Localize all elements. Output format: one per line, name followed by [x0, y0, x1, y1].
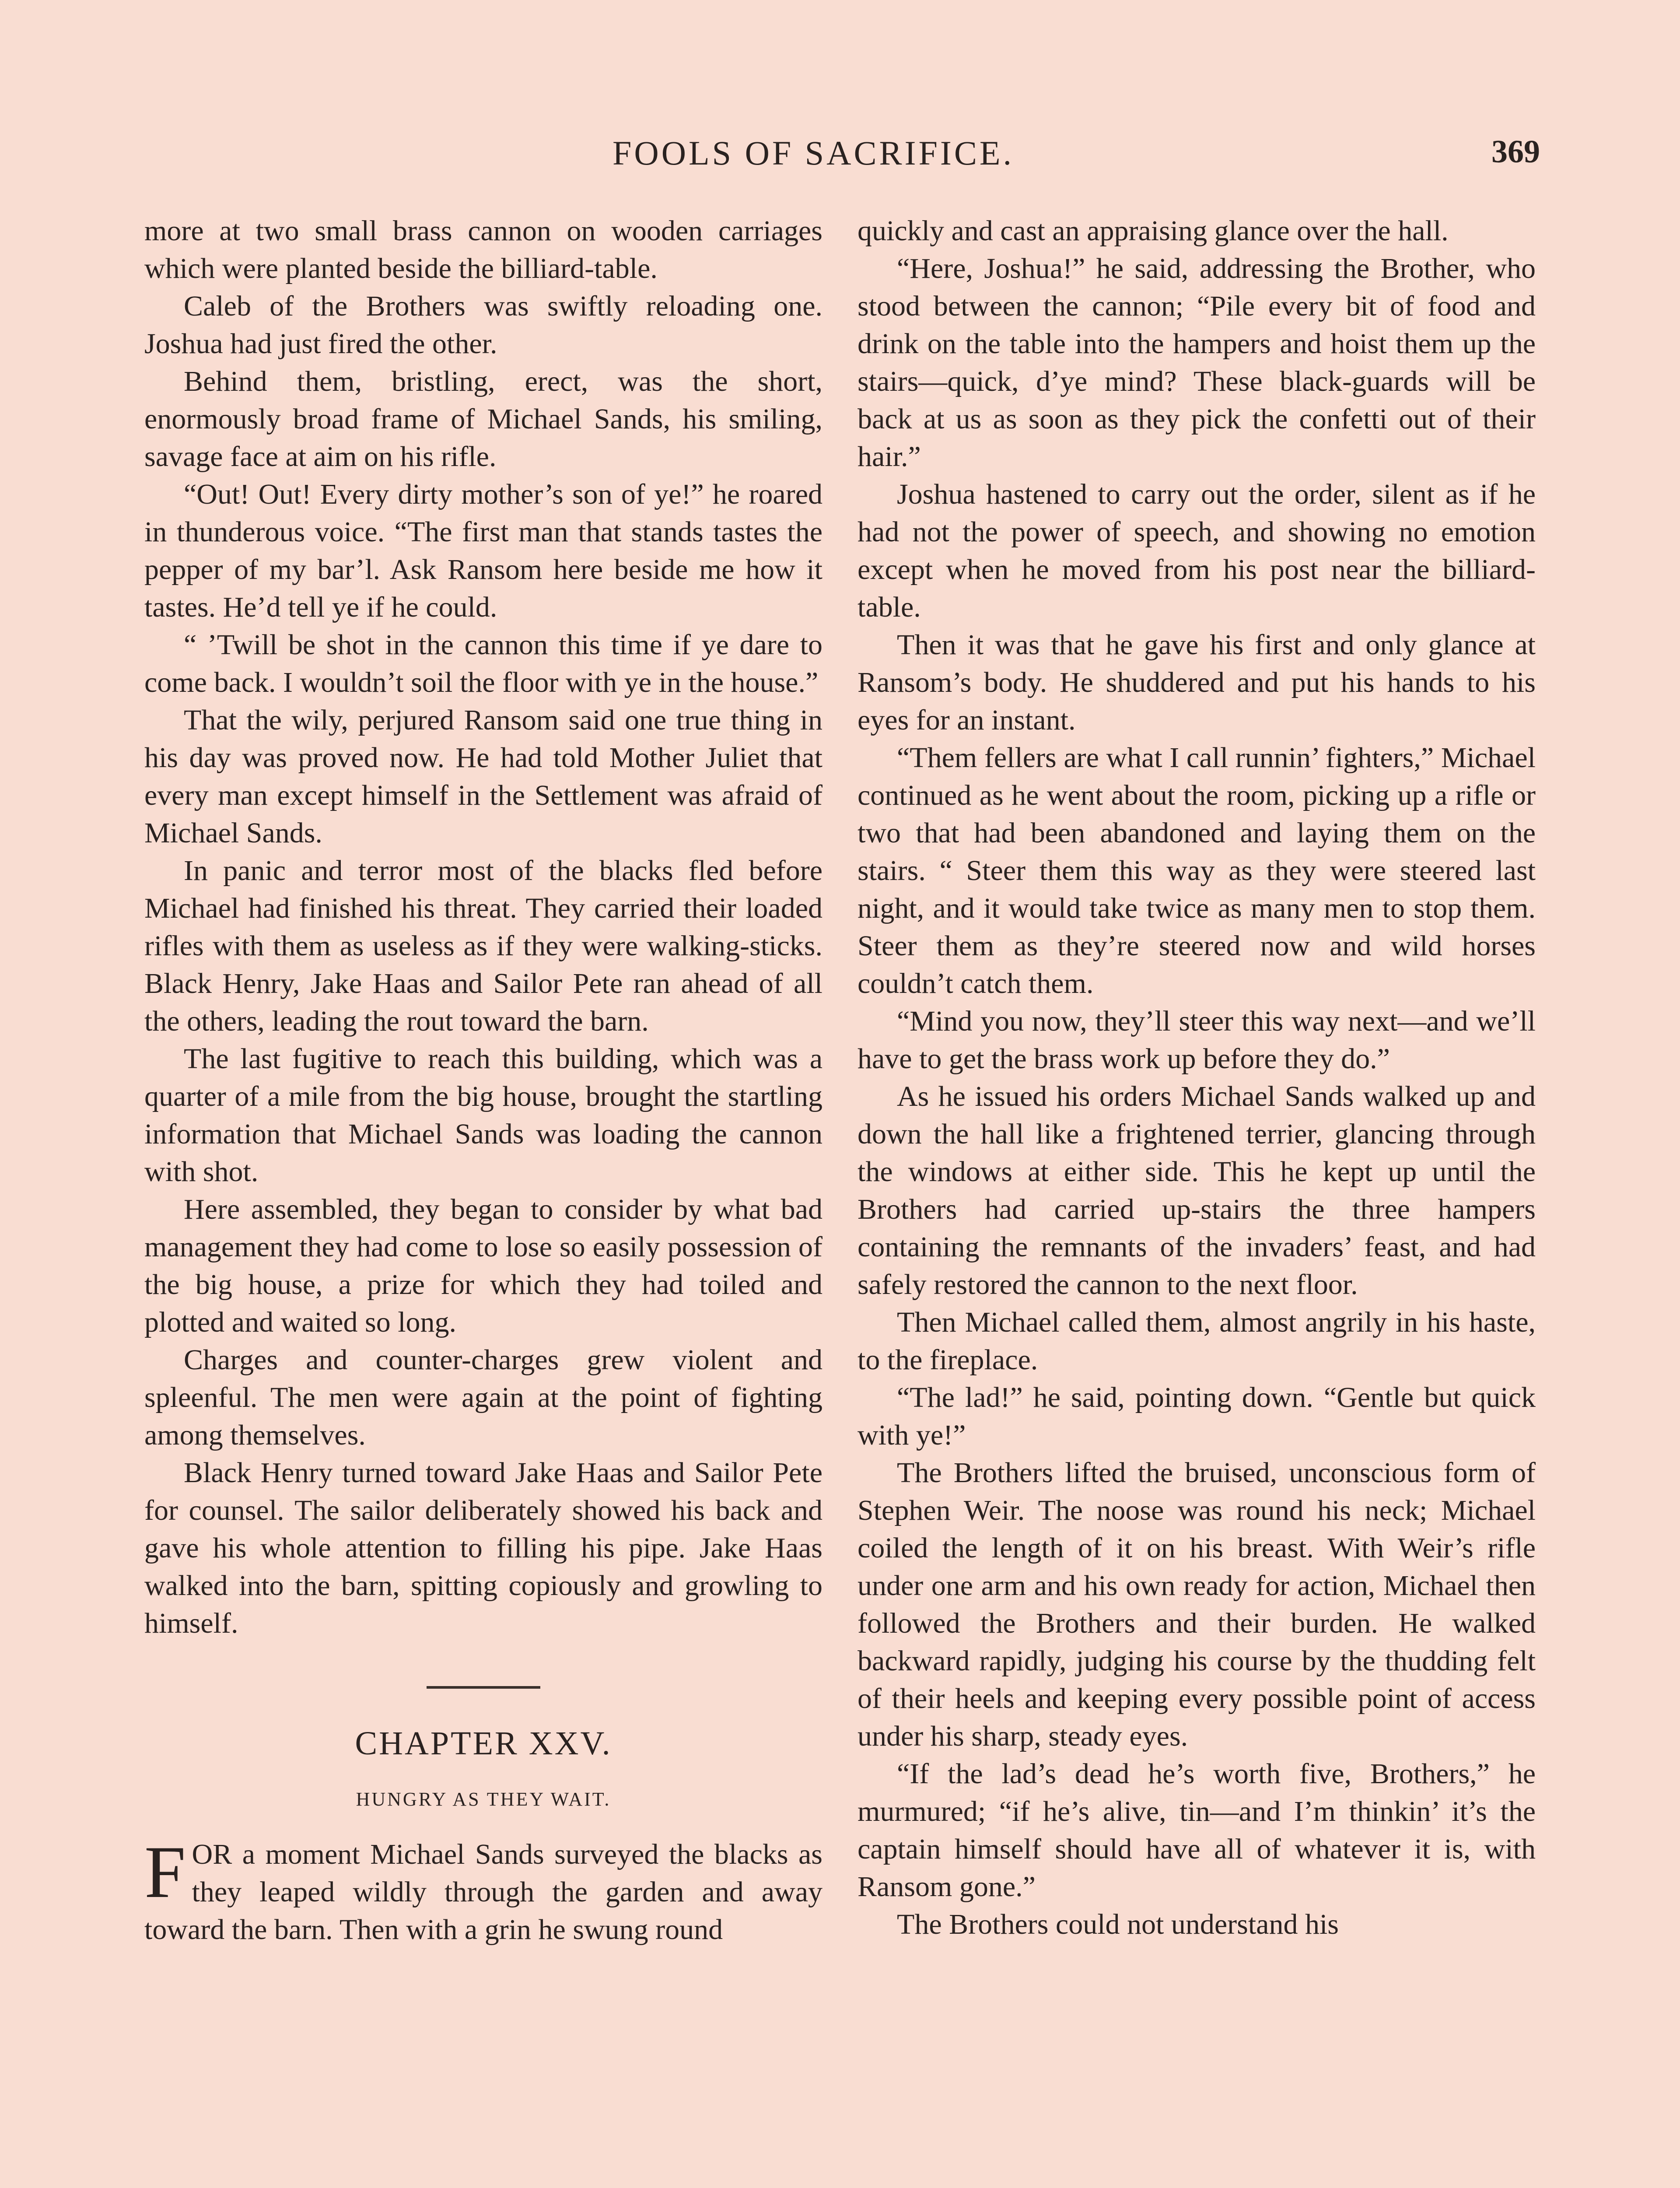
paragraph: That the wily, perjured Ransom said one true thing in his day was proved now. He had told Mother Juliet that every man except himself in the Settlement was afraid of Michael Sands. — [144, 704, 822, 849]
paragraph: Joshua hastened to carry out the order, silent as if he had not the power of speech, and showing no emotion except when he moved from his post near the billiard-table. — [858, 478, 1536, 623]
paragraph: The Brothers could not understand his — [897, 1908, 1339, 1940]
paragraph: The Brothers lifted the bruised, unconscious form of Stephen Weir. The noose was round his neck; Michael coiled the length of it on his breast. With Weir’s rifle under one arm and his own ready for action, Michael then followed the Brothers and their burden. He walked backward rapidly, judging his course by the thudding felt of their heels and keeping every possible point of access under his sharp, steady eyes. — [858, 1457, 1536, 1752]
paragraph: “Mind you now, they’ll steer this way next—and we’ll have to get the brass work up before they do.” — [858, 1005, 1536, 1075]
page-number: 369 — [1491, 134, 1540, 170]
opening-text: OR a moment Michael Sands surveyed the blacks as they leaped wildly through the garden and away toward the barn. Then with a grin he swung round — [144, 1838, 822, 1946]
paragraph: Behind them, bristling, erect, was the short, enormously broad frame of Michael Sands, his smiling, savage face at aim on his rifle. — [144, 365, 822, 473]
paragraph: Black Henry turned toward Jake Haas and Sailor Pete for counsel. The sailor deliberately showed his back and gave his whole attention to filling his pipe. Jake Haas walked into the barn, spitting copiously and growling to himself. — [144, 1457, 822, 1639]
paragraph: The last fugitive to reach this building, which was a quarter of a mile from the big house, brought the startling information that Michael Sands was loading the cannon with shot. — [144, 1043, 822, 1188]
paragraph: “If the lad’s dead he’s worth five, Brothers,” he murmured; “if he’s alive, tin—and I’m thinkin’ it’s the captain himself should have all of whatever it is, with Ransom gone.” — [858, 1758, 1536, 1903]
chapter-opening-paragraph — [144, 1831, 822, 1949]
right-column — [858, 212, 1536, 1943]
paragraph: “The lad!” he said, pointing down. “Gentle but quick with ye!” — [858, 1382, 1536, 1451]
paragraph: “Out! Out! Every dirty mother’s son of ye!” he roared in thunderous voice. “The first man that stands tastes the pepper of my bar’l. Ask Ransom here beside me how it tastes. He’d tell ye if he could. — [144, 478, 822, 623]
drop-cap: F — [144, 1831, 186, 1913]
paragraph: “ ’Twill be shot in the cannon this time if ye dare to come back. I wouldn’t soil the floor with ye in the house.” — [144, 629, 822, 698]
paragraph: Caleb of the Brothers was swiftly reloading one. Joshua had just fired the other. — [144, 290, 822, 360]
paragraph: more at two small brass cannon on wooden carriages which were planted beside the billiard-table. — [144, 215, 822, 284]
section-rule — [427, 1686, 540, 1689]
paragraph: In panic and terror most of the blacks fled before Michael had finished his threat. They carried their loaded rifles with them as useless as if they were walking-sticks. Black Henry, Jake Haas and Sailor Pete ran ahead of all the others, leading the rout toward the barn. — [144, 855, 822, 1037]
paragraph: Then it was that he gave his first and only glance at Ransom’s body. He shuddered and put his hands to his eyes for an instant. — [858, 629, 1536, 736]
chapter-subtitle: HUNGRY AS THEY WAIT. — [356, 1788, 611, 1810]
left-column — [144, 212, 822, 1949]
chapter-title: CHAPTER XXV. — [355, 1725, 612, 1762]
paragraph: As he issued his orders Michael Sands walked up and down the hall like a frightened terrier, glancing through the windows at either side. This he kept up until the Brothers had carried up-stairs the three hampers containing the remnants of the invaders’ feast, and had safely restored the cannon to the next floor. — [858, 1080, 1536, 1301]
paragraph: Then Michael called them, almost angrily in his haste, to the fireplace. — [858, 1306, 1536, 1376]
paragraph: quickly and cast an appraising glance over the hall. — [858, 215, 1449, 247]
paragraph: “Here, Joshua!” he said, addressing the Brother, who stood between the cannon; “Pile every bit of food and drink on the table into the hampers and hoist them up the stairs—quick, d’ye mind? These black-guards will be back at us as soon as they pick the confetti out of their hair.” — [858, 252, 1536, 473]
paragraph: “Them fellers are what I call runnin’ fighters,” Michael continued as he went about the room, picking up a rifle or two that had been abandoned and laying them on the stairs. “ Steer them this way as they were steered last night, and it would take twice as many men to stop them. Steer them as they’re steered now and wild horses couldn’t catch them. — [858, 742, 1536, 999]
paragraph: Charges and counter-charges grew violent and spleenful. The men were again at the point of fighting among themselves. — [144, 1344, 822, 1451]
paragraph: Here assembled, they began to consider by what bad management they had come to lose so easily possession of the big house, a prize for which they had toiled and plotted and waited so long. — [144, 1193, 822, 1338]
running-head: FOOLS OF SACRIFICE. — [612, 134, 1015, 172]
